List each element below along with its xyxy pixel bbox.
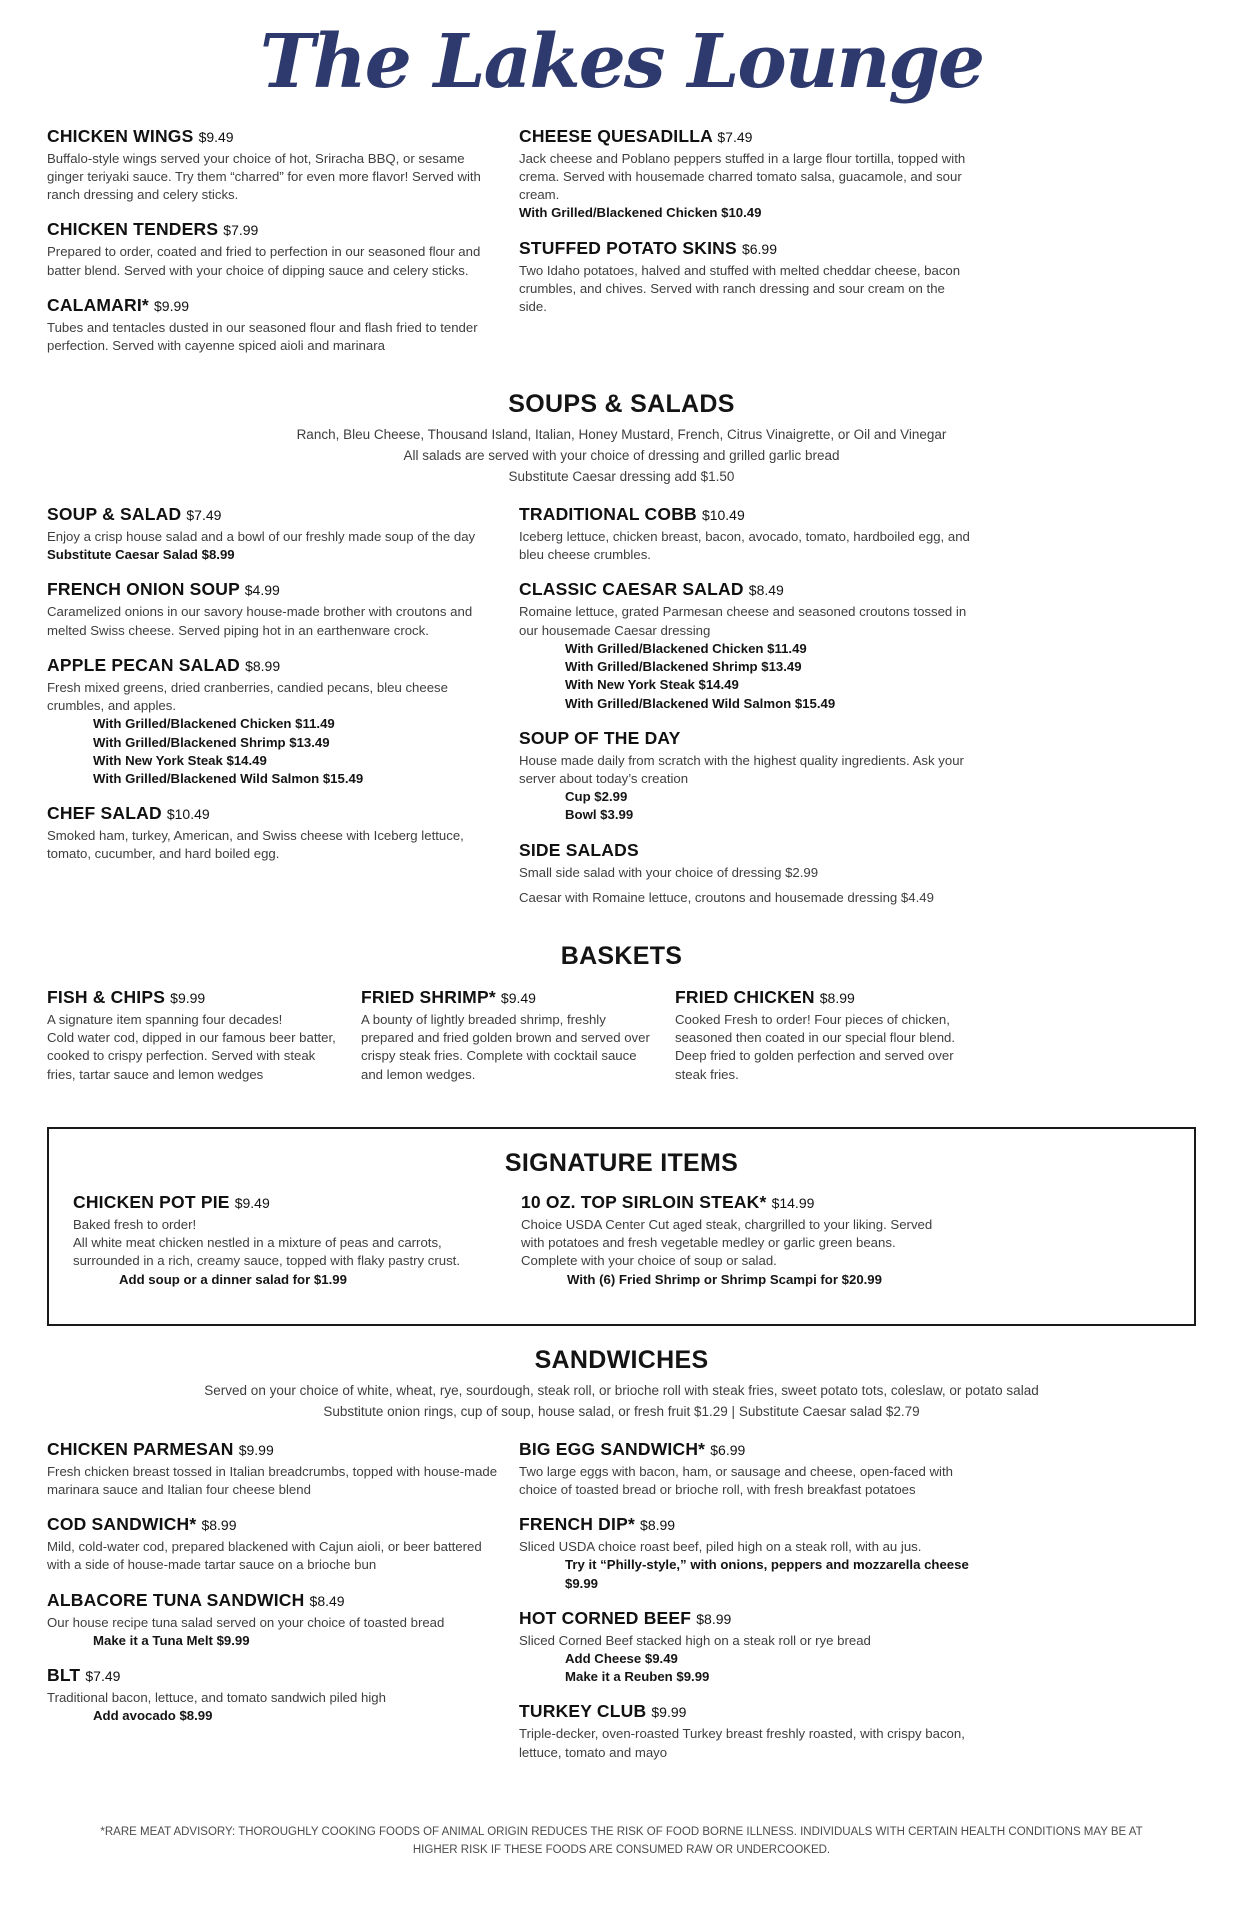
section-intro-line: Served on your choice of white, wheat, rye, sourdough, steak roll, or brioche roll with steak fries, sweet potato tots, coleslaw, or potato salad [204, 1382, 1039, 1398]
column [519, 126, 974, 371]
item-name: SOUP & SALAD [47, 503, 182, 524]
item-name: STUFFED POTATO SKINS [519, 237, 737, 258]
item-line: Add Cheese $9.49 [565, 1650, 678, 1666]
item-line: With Grilled/Blackened Chicken $11.49 [93, 716, 335, 732]
item-price: $7.49 [85, 1667, 121, 1684]
item-name: FRENCH DIP* [519, 1514, 635, 1535]
section-columns [47, 126, 1196, 371]
item-price: $9.49 [198, 128, 234, 145]
item-line: Cooked Fresh to order! Four pieces of chicken, seasoned then coated in our special flour blend. Deep fried to golden perfection and served over steak fries. [675, 1012, 956, 1082]
item-price: $4.99 [244, 582, 280, 599]
menu-item [47, 1439, 502, 1499]
item-line: Buffalo-style wings served your choice of hot, Sriracha BBQ, or sesame ginger teriyaki sauce. Try them “charred” for even more flavor! Served with ranch dressing and celery sticks. [47, 150, 481, 203]
column [521, 1192, 947, 1304]
item-line: Traditional bacon, lettuce, and tomato sandwich piled high [47, 1689, 386, 1705]
item-name: SIDE SALADS [519, 839, 639, 860]
menu-item [73, 1192, 499, 1289]
item-name: SOUP OF THE DAY [519, 727, 681, 748]
item-name: CHICKEN WINGS [47, 125, 194, 146]
menu-item [519, 1701, 974, 1761]
item-price: $8.99 [696, 1610, 732, 1627]
item-heading [519, 238, 974, 259]
item-heading [519, 504, 974, 525]
menu-item [47, 219, 502, 279]
item-line: Two large eggs with bacon, ham, or sausage and cheese, open-faced with choice of toasted bread or brioche roll, with fresh breakfast potatoes [519, 1463, 953, 1497]
page-title: The Lakes Lounge [259, 19, 984, 105]
menu-item [47, 655, 502, 788]
item-line: Romaine lettuce, grated Parmesan cheese and seasoned croutons tossed in our housemade Caesar dressing [519, 604, 967, 638]
item-heading [47, 1665, 502, 1686]
menu-item [47, 987, 339, 1084]
item-price: $8.99 [245, 657, 281, 674]
item-heading [519, 1514, 974, 1535]
item-price: $10.49 [166, 806, 210, 823]
item-price: $8.99 [640, 1517, 676, 1534]
menu-item [519, 1514, 974, 1593]
column [47, 504, 502, 922]
section-appetizers [47, 126, 1196, 371]
item-name: CHICKEN TENDERS [47, 219, 219, 240]
item-heading [47, 126, 502, 147]
menu-item [675, 987, 967, 1084]
item-line: With Grilled/Blackened Chicken $11.49 [565, 640, 807, 656]
item-line: Mild, cold-water cod, prepared blackened with Cajun aioli, or beer battered with a side of house-made tartar sauce on a brioche bun [47, 1539, 482, 1573]
item-line: With Grilled/Blackened Wild Salmon $15.49 [93, 770, 364, 786]
item-heading [47, 803, 502, 824]
item-line: With Grilled/Blackened Chicken $10.49 [519, 205, 762, 221]
item-line: Cold water cod, dipped in our famous beer batter, cooked to crispy perfection. Served with steak fries, tartar sauce and lemon wedges [47, 1030, 336, 1082]
item-line: Caramelized onions in our savory house-made brother with croutons and melted Swiss cheese. Served piping hot in an earthenware crock. [47, 604, 473, 638]
item-heading [519, 1608, 974, 1629]
column [519, 1439, 974, 1777]
item-line: Add soup or a dinner salad for $1.99 [119, 1271, 347, 1287]
section-columns [47, 504, 1196, 922]
item-name: CHICKEN POT PIE [73, 1191, 230, 1212]
menu-item [519, 1608, 974, 1687]
section-signature-items [47, 1127, 1196, 1326]
item-line: Iceberg lettuce, chicken breast, bacon, avocado, tomato, hardboiled egg, and bleu cheese crumbles. [519, 528, 970, 563]
item-name: CALAMARI* [47, 294, 149, 315]
item-name: 10 OZ. TOP SIRLOIN STEAK* [521, 1191, 767, 1212]
item-heading [47, 504, 502, 525]
item-line: House made daily from scratch with the highest quality ingredients. Ask your server about today’s creation [519, 752, 964, 786]
section-intro-line: All salads are served with your choice of dressing and grilled garlic bread [403, 448, 840, 464]
item-line: Two Idaho potatoes, halved and stuffed with melted cheddar cheese, bacon crumbles, and chives. Served with ranch dressing and sour cream on the side. [519, 262, 961, 314]
item-name: BLT [47, 1664, 81, 1685]
item-heading [47, 1514, 502, 1535]
section-soups-salads [47, 390, 1196, 922]
item-price: $8.99 [819, 990, 855, 1007]
item-name: FRENCH ONION SOUP [47, 579, 240, 600]
item-line: Sliced USDA choice roast beef, piled high on a steak roll, with au jus. [519, 1539, 922, 1555]
item-heading [47, 1439, 502, 1460]
item-heading [361, 987, 653, 1008]
column [519, 504, 974, 922]
item-line: With Grilled/Blackened Shrimp $13.49 [93, 734, 330, 750]
item-price: $7.49 [186, 506, 222, 523]
item-line: Jack cheese and Poblano peppers stuffed in a large flour tortilla, topped with crema. Served with housemade charred tomato salsa, guacamole, and sour cream. [519, 150, 966, 203]
item-line: Tubes and tentacles dusted in our seasoned flour and flash fried to tender perfection. Served with cayenne spiced aioli and marinara [47, 319, 478, 353]
menu-item [519, 238, 974, 317]
item-name: CLASSIC CAESAR SALAD [519, 579, 744, 600]
item-name: FRIED CHICKEN [675, 987, 815, 1008]
item-line: With Grilled/Blackened Wild Salmon $15.49 [565, 695, 836, 711]
menu-item [47, 579, 502, 639]
item-line: Sliced Corned Beef stacked high on a steak roll or rye bread [519, 1632, 871, 1648]
menu-item [519, 840, 974, 907]
item-line: Enjoy a crisp house salad and a bowl of our freshly made soup of the day [47, 528, 476, 544]
item-line: With New York Steak $14.49 [93, 752, 267, 768]
menu-item [47, 1590, 502, 1650]
item-line: All white meat chicken nestled in a mixture of peas and carrots, surrounded in a rich, creamy sauce, topped with flaky pastry crust. [73, 1235, 461, 1269]
item-line: Small side salad with your choice of dressing $2.99 [519, 864, 819, 880]
item-heading [47, 219, 502, 240]
column [47, 1439, 502, 1777]
menu-item [519, 579, 974, 712]
item-name: HOT CORNED BEEF [519, 1607, 692, 1628]
menu-item [47, 1514, 502, 1574]
item-line: Make it a Reuben $9.99 [565, 1669, 710, 1685]
section-columns [73, 1192, 1170, 1304]
menu-item [47, 803, 502, 863]
section-intro-line: Ranch, Bleu Cheese, Thousand Island, Italian, Honey Mustard, French, Citrus Vinaigrette, or Oil and Vinegar [296, 427, 947, 443]
item-heading [675, 987, 967, 1008]
item-price: $8.49 [309, 1592, 345, 1609]
item-heading [519, 840, 974, 861]
item-line: A signature item spanning four decades! [47, 1012, 283, 1028]
menu-item [521, 1192, 947, 1289]
menu-item [361, 987, 653, 1084]
section-sandwiches [47, 1346, 1196, 1777]
item-line: Substitute Caesar Salad $8.99 [47, 547, 235, 563]
item-heading [47, 295, 502, 316]
item-heading [519, 1439, 974, 1460]
column [361, 987, 653, 1099]
item-name: CHICKEN PARMESAN [47, 1438, 234, 1459]
item-name: CHEF SALAD [47, 803, 162, 824]
item-heading [47, 579, 502, 600]
column [47, 126, 502, 371]
menu-item [519, 126, 974, 223]
footer-advisory: *RARE MEAT ADVISORY: THOROUGHLY COOKING FOODS OF ANIMAL ORIGIN REDUCES THE RISK OF FOOD BORNE ILLNESS. INDIVIDUALS WITH CERTAIN HEALTH CONDITIONS MAY BE AT HIGHER RISK IF THESE FOODS ARE CONSUMED RAW OR UNDERCOOKED. [100, 1825, 1143, 1857]
item-name: CHEESE QUESADILLA [519, 125, 713, 146]
item-price: $9.99 [238, 1441, 274, 1458]
section-header: SOUPS & SALADS [508, 390, 735, 419]
item-name: TRADITIONAL COBB [519, 503, 697, 524]
menu-item [47, 1665, 502, 1725]
section-intro-line: Substitute onion rings, cup of soup, house salad, or fresh fruit $1.29 | Substitute Caesar salad $2.79 [323, 1403, 920, 1419]
item-heading [47, 987, 339, 1008]
item-line: Choice USDA Center Cut aged steak, chargrilled to your liking. Served with potatoes and fresh vegetable medley or garlic green beans. Complete with your choice of soup or salad. [521, 1216, 933, 1269]
item-heading [519, 579, 974, 600]
menu-item [519, 728, 974, 825]
item-line: Fresh chicken breast tossed in Italian breadcrumbs, topped with house-made marinara sauce and Italian four cheese blend [47, 1463, 498, 1497]
item-heading [519, 728, 974, 749]
column [73, 1192, 499, 1304]
item-name: TURKEY CLUB [519, 1701, 647, 1722]
item-price: $9.99 [651, 1704, 687, 1721]
item-line: Cup $2.99 [565, 789, 628, 805]
item-price: $9.99 [170, 990, 206, 1007]
item-name: BIG EGG SANDWICH* [519, 1438, 706, 1459]
item-line: Triple-decker, oven-roasted Turkey breast freshly roasted, with crispy bacon, lettuce, tomato and mayo [519, 1726, 965, 1760]
item-price: $6.99 [710, 1441, 746, 1458]
item-price: $7.99 [223, 222, 259, 239]
item-price: $10.49 [701, 506, 745, 523]
item-line: Our house recipe tuna salad served on your choice of toasted bread [47, 1614, 445, 1630]
section-header: SIGNATURE ITEMS [504, 1148, 739, 1177]
item-price: $9.49 [500, 990, 536, 1007]
section-baskets [47, 942, 1196, 1099]
item-price: $6.99 [741, 240, 778, 257]
item-name: FRIED SHRIMP* [361, 987, 496, 1008]
item-heading [47, 655, 502, 676]
item-line: With (6) Fried Shrimp or Shrimp Scampi for $20.99 [567, 1271, 882, 1287]
section-intro-line: Substitute Caesar dressing add $1.50 [508, 469, 735, 485]
item-heading [519, 1701, 974, 1722]
column [47, 987, 339, 1099]
menu-item [519, 1439, 974, 1499]
item-name: ALBACORE TUNA SANDWICH [47, 1589, 305, 1610]
menu-item [47, 504, 502, 564]
item-name: COD SANDWICH* [47, 1514, 197, 1535]
menu-item [47, 295, 502, 355]
item-heading [73, 1192, 499, 1213]
menu-sections [47, 126, 1196, 1777]
item-price: $14.99 [771, 1194, 815, 1211]
item-price: $8.99 [201, 1517, 237, 1534]
item-line: Add avocado $8.99 [93, 1708, 213, 1724]
item-price: $7.49 [717, 128, 753, 145]
item-line: With New York Steak $14.49 [565, 677, 739, 693]
item-line: Make it a Tuna Melt $9.99 [93, 1632, 250, 1648]
item-line: Baked fresh to order! [73, 1216, 197, 1232]
section-header: BASKETS [560, 942, 683, 971]
item-line: Caesar with Romaine lettuce, croutons and housemade dressing $4.49 [519, 889, 934, 905]
item-heading [521, 1192, 947, 1213]
item-heading [47, 1590, 502, 1611]
item-name: FISH & CHIPS [47, 987, 166, 1008]
item-name: APPLE PECAN SALAD [47, 654, 241, 675]
item-line: A bounty of lightly breaded shrimp, freshly prepared and fried golden brown and served over crispy steak fries. Complete with cocktail sauce and lemon wedges. [361, 1012, 650, 1082]
item-heading [519, 126, 974, 147]
item-line: Fresh mixed greens, dried cranberries, candied pecans, bleu cheese crumbles, and apples. [47, 679, 448, 714]
item-price: $9.49 [234, 1194, 270, 1211]
section-columns [47, 987, 1196, 1099]
item-price: $9.99 [154, 297, 190, 314]
item-price: $8.49 [748, 582, 784, 599]
section-columns [47, 1439, 1196, 1777]
item-line: Bowl $3.99 [565, 807, 634, 823]
item-line: Try it “Philly-style,” with onions, peppers and mozzarella cheese $9.99 [565, 1557, 969, 1591]
item-line: Smoked ham, turkey, American, and Swiss cheese with Iceberg lettuce, tomato, cucumber, and hard boiled egg. [47, 828, 464, 862]
menu-item [519, 504, 974, 564]
section-header: SANDWICHES [534, 1345, 709, 1374]
column [675, 987, 967, 1099]
item-line: With Grilled/Blackened Shrimp $13.49 [565, 659, 802, 675]
item-line: Prepared to order, coated and fried to perfection in our seasoned flour and batter blend. Served with your choice of dipping sauce and celery sticks. [47, 244, 481, 278]
menu-item [47, 126, 502, 205]
